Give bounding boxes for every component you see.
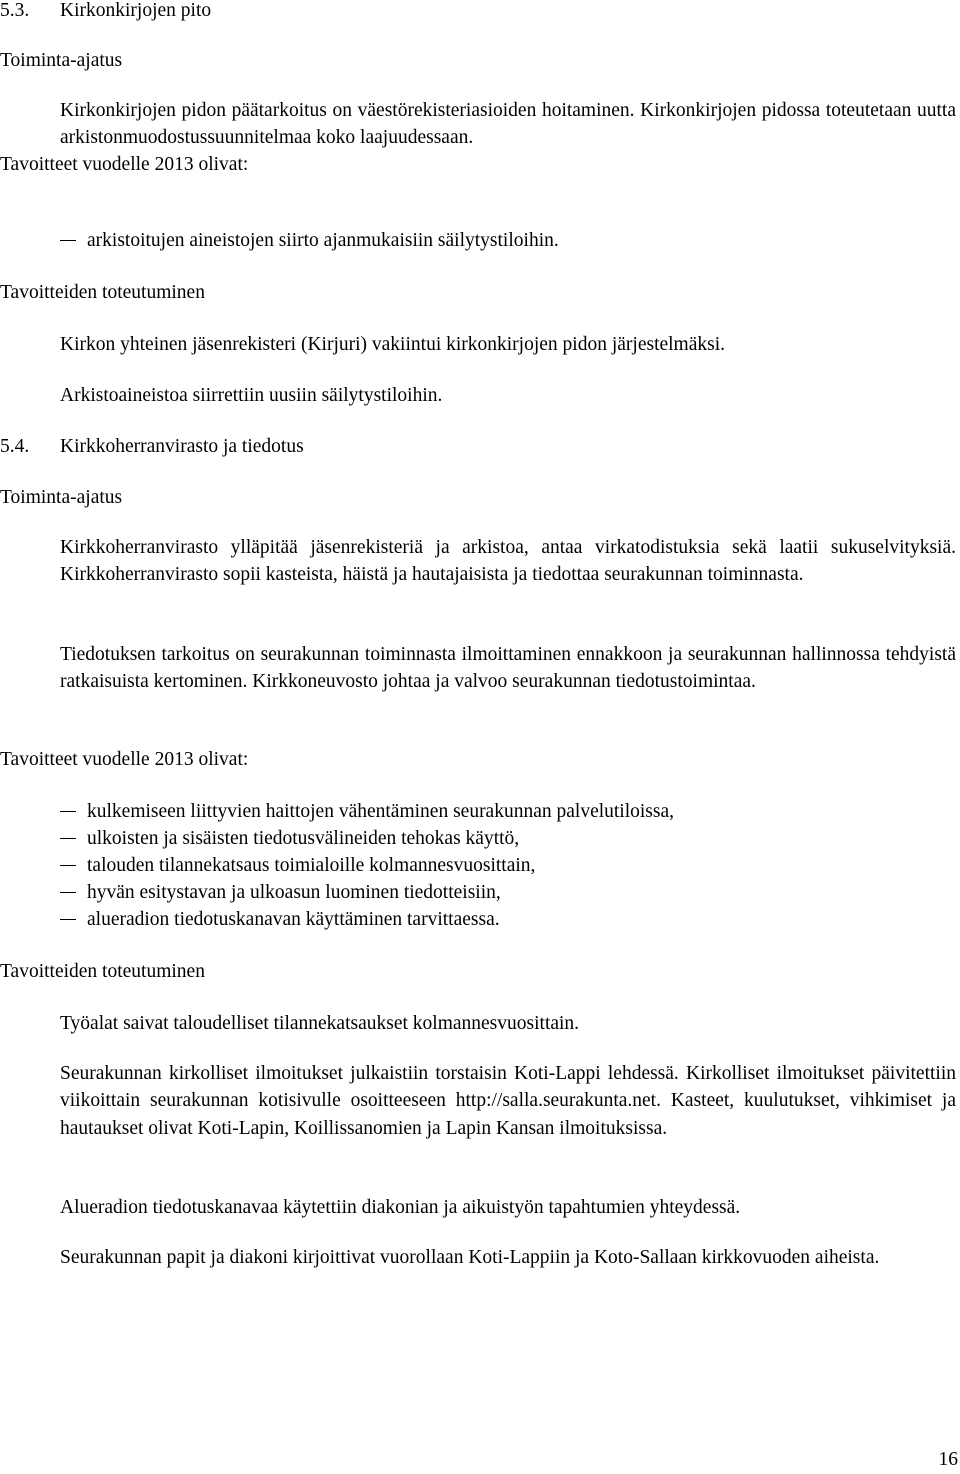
paragraph: Seurakunnan papit ja diakoni kirjoittivat vuorollaan Koti-Lappiin ja Koto-Sallaan kirkkovuoden aiheista. [60, 1247, 880, 1268]
paragraph: Kirkonkirjojen pidon päätarkoitus on väestörekisteriasioiden hoitaminen. Kirkonkirjojen pidossa toteutetaan uutta arkistonmuodostussuunnitelmaa koko laajuudessaan. [60, 100, 956, 149]
section-title: Kirkonkirjojen pito [60, 0, 212, 21]
section-title: Kirkkoherranvirasto ja tiedotus [60, 436, 304, 457]
paragraph: Seurakunnan kirkolliset ilmoitukset julkaistiin torstaisin Koti-Lappi lehdessä. Kirkolliset ilmoitukset päivitettiin viikoittain seurakunnan kotisivulle osoitteeseen http://salla.seurakunta.net. Kasteet, kuulutukset, vihkimiset ja hautaukset olivat Koti-Lapin, Koillissanomien ja Lapin Kansan ilmoituksissa. [60, 1063, 956, 1139]
paragraph: Kirkon yhteinen jäsenrekisteri (Kirjuri) vakiintui kirkonkirjojen pidon järjestelmäksi. [60, 334, 726, 355]
subheading-tavoitteet: Tavoitteet vuodelle 2013 olivat: [0, 154, 249, 175]
subheading-tavoitteet: Tavoitteet vuodelle 2013 olivat: [0, 749, 249, 770]
subheading-toteutuminen: Tavoitteiden toteutuminen [0, 961, 205, 982]
list-item: alueradion tiedotuskanavan käyttäminen tarvittaessa. [87, 909, 500, 930]
list-item: hyvän esitystavan ja ulkoasun luominen tiedotteisiin, [87, 882, 501, 903]
section-number: 5.3. [0, 0, 30, 21]
paragraph: Arkistoaineistoa siirrettiin uusiin säilytystiloihin. [60, 385, 443, 406]
paragraph: Kirkkoherranvirasto ylläpitää jäsenrekisteriä ja arkistoa, antaa virkatodistuksia sekä laatii sukuselvityksiä. Kirkkoherranvirasto sopii kasteista, häistä ja hautajaisista ja tiedottaa seurakunnan toiminnasta. [60, 537, 956, 586]
paragraph: Tiedotuksen tarkoitus on seurakunnan toiminnasta ilmoittaminen ennakkoon ja seurakunnan hallinnossa tehdyistä ratkaisuista kertominen. Kirkkoneuvosto johtaa ja valvoo seurakunnan tiedotustoimintaa. [60, 644, 956, 693]
list-item: talouden tilannekatsaus toimialoille kolmannesvuosittain, [87, 855, 536, 876]
subheading-toiminta: Toiminta-ajatus [0, 50, 123, 71]
list-item: arkistoitujen aineistojen siirto ajanmukaisiin säilytystiloihin. [87, 230, 559, 251]
dash-bullet [60, 892, 76, 894]
subheading-toiminta: Toiminta-ajatus [0, 487, 123, 508]
dash-bullet [60, 919, 76, 921]
section-number: 5.4. [0, 436, 30, 457]
dash-bullet [60, 811, 76, 813]
list-item: ulkoisten ja sisäisten tiedotusvälineiden tehokas käyttö, [87, 828, 520, 849]
dash-bullet [60, 865, 76, 867]
paragraph: Työalat saivat taloudelliset tilannekatsaukset kolmannesvuosittain. [60, 1013, 580, 1034]
paragraph: Alueradion tiedotuskanavaa käytettiin diakonian ja aikuistyön tapahtumien yhteydessä. [60, 1197, 741, 1218]
subheading-toteutuminen: Tavoitteiden toteutuminen [0, 282, 205, 303]
list-item: kulkemiseen liittyvien haittojen vähentäminen seurakunnan palvelutiloissa, [87, 801, 675, 822]
dash-bullet [60, 240, 76, 242]
dash-bullet [60, 838, 76, 840]
page-number: 16 [938, 1449, 958, 1470]
